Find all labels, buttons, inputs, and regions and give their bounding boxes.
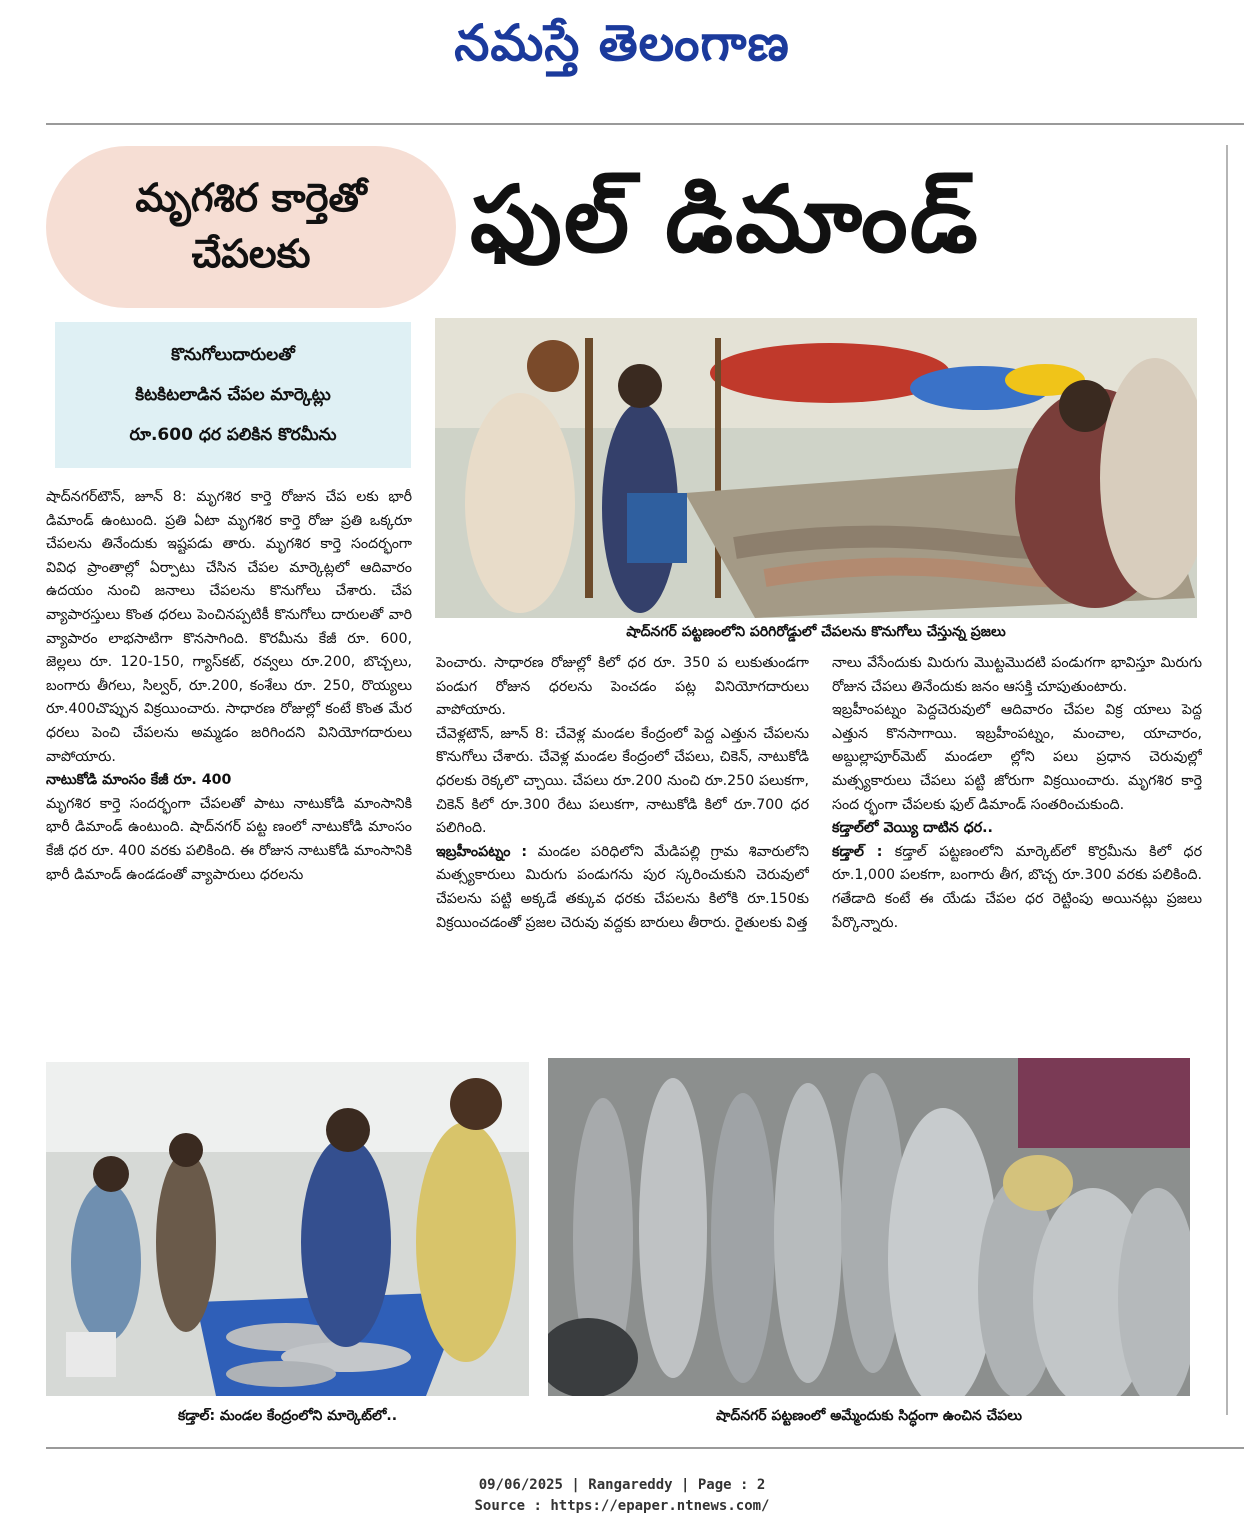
caption-bottom-left-photo: కడ్తాల్: మండల కేంద్రంలోని మార్కెట్‌లో.. [177, 1408, 398, 1424]
col3-paragraph-1: నాలు వేసేందుకు మిరుగు మొట్టమొదటి పండుగగా భావిస్తూ మిరుగు రోజున చేపలు తినేందుకు జనం ఆసక్తి చూపుతుంటారు. [832, 655, 1202, 695]
photo-fish-market-shadnagar [435, 318, 1197, 618]
article-column-3 [832, 652, 1202, 1044]
col3-dateline: కడ్తాల్ : [832, 843, 883, 860]
subdeck-2: కిటకిటలాడిన చేపల మార్కెట్లు [135, 385, 331, 405]
article-column-1 [46, 486, 412, 1044]
subdeck-3: రూ.600 ధర పలికిన కొరమీను [129, 425, 337, 445]
article-kicker [46, 146, 456, 308]
article-subdecks [55, 322, 411, 468]
col2-dateline: ఇబ్రహీంపట్నం : [436, 843, 528, 860]
col3-paragraph-3-text: కడ్తాల్ పట్టణంలోని మార్కెట్‌లో కొర్రమీను కిలో ధర రూ.1,000 పలకగా, బంగారు తీగ, బొచ్చ రూ.300 వరకు పలికింది. గతేడాది కంటే ఈ యేడు చేపల ధర రెట్టింపు అయినట్లు ప్రజలు పేర్కొన్నారు. [832, 843, 1202, 931]
photo-fish-display [548, 1058, 1190, 1396]
footer-edition-line: 09/06/2025 | Rangareddy | Page : 2 [478, 1477, 766, 1493]
photo-kadthal-market [46, 1062, 529, 1396]
col3-paragraph-2: ఇబ్రహీంపట్నం పెద్దచెరువులో ఆదివారం చేపల విక్ర యాలు పెద్ద ఎత్తున కొనసాగాయి. ఇబ్రహీంపట్నం, మంచాల, యాచారం, అబ్దుల్లాపూర్‌మెట్ మండలా ల్లోని పలు ప్రధాన చెరువుల్లో మత్స్యకారులు చేపలు పట్టి జోరుగా విక్రయించారు. మృగశిర కార్తె సంద ర్భంగా చేపలకు ఫుల్ డిమాండ్ సంతరించుకుంది. [832, 702, 1202, 813]
subdeck-1: కొనుగోలుదారులతో [171, 345, 295, 365]
col2-paragraph-3 [436, 841, 809, 935]
kicker-line-1: మృగశిర కార్తెతో [135, 176, 367, 221]
footer-source-line: Source : https://epaper.ntnews.com/ [474, 1498, 770, 1514]
kicker-line-2: చేపలకు [191, 232, 311, 277]
col1-paragraph-1: షాద్‌నగర్‌టౌన్, జూన్ 8: మృగశిర కార్తె రోజున చేప లకు భారీ డిమాండ్ ఉంటుంది. ప్రతి ఏటా మృగశిర కార్తె రోజు ప్రతి ఒక్కరూ చేపలను తినేందుకు ఇష్టపడు తారు. మృగశిర కార్తె సందర్భంగా వివిధ ప్రాంతాల్లో ఏర్పాటు చేసిన చేపల మార్కెట్లలో ఆదివారం ఉదయం నుంచి జనాలు చేపలను కొనుగోలు చేశారు. చేప వ్యాపారస్తులు కొంత ధరలు పెంచినప్పటికీ కొనుగోలు దారులతో వారి వ్యాపారం లాభసాటిగా కొనసాగింది. కొరమీను కేజీ రూ. 600, జెల్లలు రూ. 120-150, గ్యాస్‌కట్, రవ్వలు రూ.200, బొచ్చలు, బంగారు తీగలు, సిల్వర్, రూ.200, కంశేలు రూ. 250, రొయ్యలు రూ.400చొప్పున విక్రయించారు. సాధారణ రోజుల్లో కంటే కొంత మేర ధరలు పెంచి చేపలను అమ్మడం జరిగిందని వినియోగదారులు వాపోయారు. [46, 489, 412, 765]
right-column-divider [1226, 145, 1228, 1415]
col2-paragraph-1: పెంచారు. సాధారణ రోజుల్లో కిలో ధర రూ. 350 ప లుకుతుండగా పండుగ రోజున ధరలను పెంచడం పట్ల వినియోగదారులు వాపోయారు. [436, 655, 809, 719]
col1-paragraph-2: మృగశిర కార్తె సందర్భంగా చేపలతో పాటు నాటుకోడి మాంసానికి భారీ డిమాండ్ ఉంటుంది. షాద్‌నగర్ పట్ట ణంలో నాటుకోడి మాంసం కేజీ ధర రూ. 400 వరకు పలికింది. ఈ రోజున నాటుకోడి మాంసానికి భారీ డిమాండ్ ఉండడంతో వ్యాపారులు ధరలను [46, 795, 412, 883]
col1-subhead: నాటుకోడి మాంసం కేజీ రూ. 400 [46, 772, 232, 789]
bottom-divider [46, 1447, 1244, 1449]
masthead-logo: నమస్తే తెలంగాణ [454, 14, 790, 72]
page-footer [0, 1475, 1244, 1517]
col2-paragraph-3-text: మండల పరిధిలోని మేడిపల్లి గ్రామ శివారులోని మత్స్యకారులు మిరుగు పండుగను పుర స్కరించుకుని చెరువులో చేపలను పట్టి అక్కడే తక్కువ ధరకు చేపలను కిలోకి రూ.150కు విక్రయించడంతో ప్రజల చెరువు వద్దకు బారులు తీరారు. రైతులకు విత్త [436, 843, 809, 931]
col3-subhead: కడ్తాల్‌లో వెయ్యి దాటిన ధర.. [832, 820, 993, 837]
top-divider [46, 123, 1244, 125]
caption-bottom-right-photo: షాద్‌నగర్ పట్టణంలో అమ్మేందుకు సిద్ధంగా ఉంచిన చేపలు [716, 1408, 1022, 1424]
col3-paragraph-3 [832, 841, 1202, 935]
col2-paragraph-2: చేవెళ్లటౌన్, జూన్ 8: చేవెళ్ల మండల కేంద్రంలో పెద్ద ఎత్తున చేపలను కొనుగోలు చేశారు. చేవెళ్ల మండల కేంద్రంలో చేపలు, చికెన్, నాటుకోడి ధరలకు రెక్కలొ చ్చాయి. చేపలు రూ.200 నుంచి రూ.250 పలుకగా, చికెన్ కిలో రూ.300 రేటు పలుకగా, నాటుకోడి కిలో రూ.700 ధర పలిగింది. [436, 725, 809, 837]
article-headline: ఫుల్ డిమాండ్ [470, 166, 980, 273]
article-column-2 [436, 652, 809, 1044]
caption-top-photo: షాద్‌నగర్ పట్టణంలోని పరిగిరోడ్డులో చేపలను కొనుగోలు చేస్తున్న ప్రజలు [626, 624, 1006, 640]
